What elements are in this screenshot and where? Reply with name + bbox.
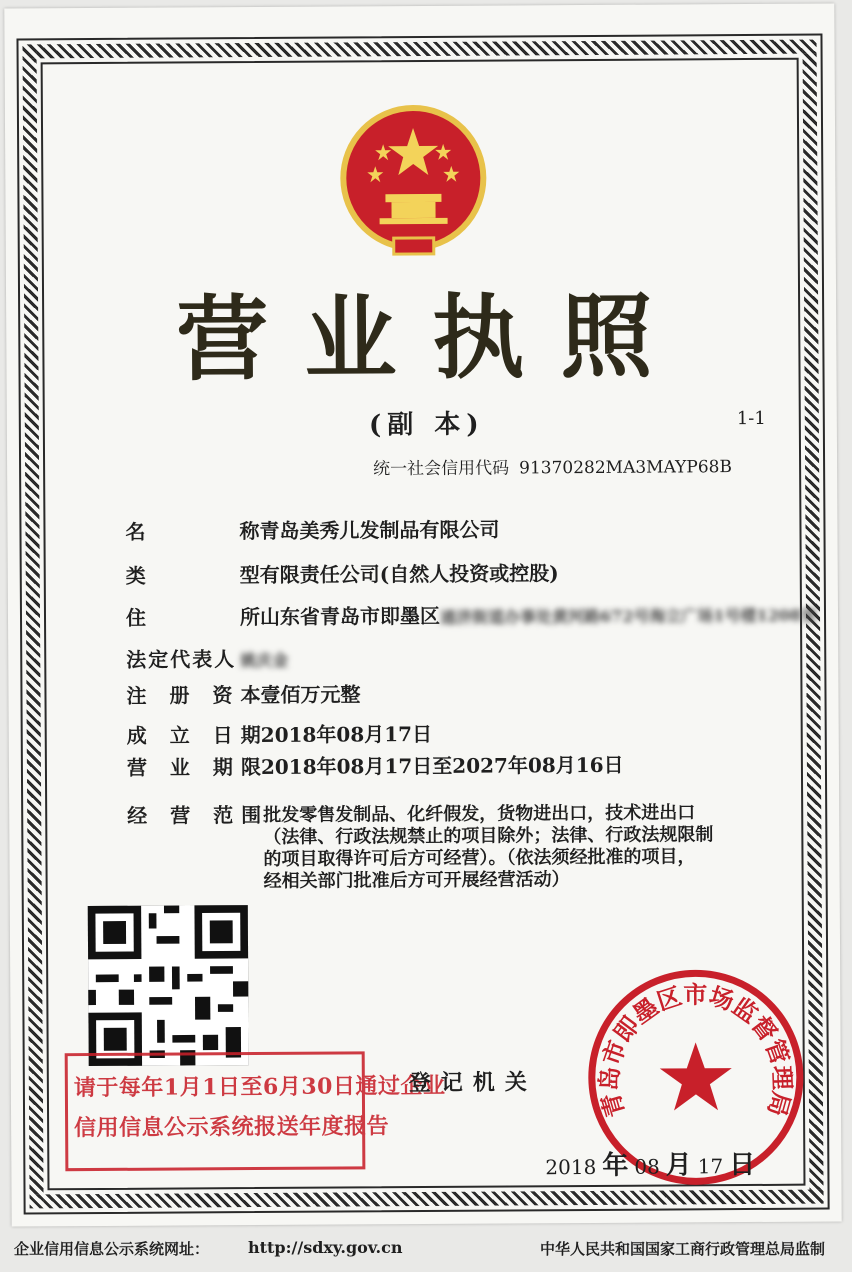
credit-code-line [373, 452, 732, 479]
license-subtitle: (副 本) [368, 409, 485, 441]
field-name-label-tail: 称 [239, 518, 260, 544]
field-address-obscured: 通济街道办事处黄河路672号海立广场1号楼1208室 [439, 605, 818, 627]
field-founded [127, 718, 432, 749]
field-capital [126, 678, 360, 708]
annual-report-notice [65, 1051, 446, 1171]
field-capital-value: 壹佰万元整 [260, 682, 361, 707]
field-address-label: 住 [125, 605, 155, 630]
field-scope [127, 799, 261, 829]
field-term-value: 2018年08月17日至2027年08月16日 [260, 752, 624, 779]
credit-code-value: 91370282MA3MAYP68B [519, 457, 732, 479]
field-capital-label: 注 册 资 [126, 683, 241, 708]
field-legal-rep-label: 法定代表人 [126, 647, 237, 672]
field-address-label-tail: 所 [239, 604, 261, 630]
scope-line: （法律、行政法规禁止的项目除外；法律、行政法规限制 [263, 824, 714, 848]
copy-number: 1-1 [736, 407, 766, 430]
field-name-value: 青岛美秀儿发制品有限公司 [259, 517, 500, 543]
field-legal-rep-obscured: 姚庆金 [240, 650, 289, 671]
notice-line-1: 请于每年1月1日至6月30日通过企业 [73, 1072, 446, 1102]
field-name [125, 514, 499, 545]
field-term-label-tail: 限 [240, 754, 261, 780]
field-scope-label: 经 营 范 [127, 803, 242, 828]
footer-site-url[interactable]: http://sdxy.gov.cn [248, 1238, 403, 1257]
scope-line: 批发零售发制品、化纤假发，货物进出口，技术进出口 [263, 802, 696, 826]
license-title: 营业执照 [175, 283, 689, 394]
field-address-value: 山东省青岛市即墨区 [259, 603, 441, 629]
field-founded-label: 成 立 日 [126, 723, 241, 748]
field-type [126, 557, 559, 589]
national-emblem-icon [333, 102, 494, 263]
field-founded-label-tail: 期 [240, 722, 261, 748]
license-sheet [4, 3, 841, 1226]
scope-line: 的项目取得许可后方可经营）。（依法须经批准的项目， [263, 846, 696, 870]
field-capital-label-tail: 本 [240, 682, 261, 708]
notice-line-2: 信用信息公示系统报送年度报告 [74, 1113, 390, 1142]
field-type-label: 类 [125, 563, 154, 588]
field-term-label: 营 业 期 [126, 755, 241, 780]
credit-code-label: 统一社会信用代码 [373, 458, 510, 480]
qr-code[interactable] [88, 905, 249, 1066]
day-char: 日 [729, 1149, 756, 1181]
footer-site-label: 企业信用信息公示系统网址： [14, 1240, 210, 1258]
month-char: 月 [665, 1150, 692, 1181]
field-address [126, 598, 817, 631]
issue-month: 08 [634, 1154, 660, 1179]
field-founded-value: 2018年08月17日 [260, 721, 433, 747]
field-type-value: 有限责任公司(自然人投资或控股) [259, 561, 559, 587]
field-name-label: 名 [125, 519, 154, 544]
footer-issuer: 中华人民共和国国家工商行政管理总局监制 [540, 1240, 826, 1258]
seal-text: 青岛市即墨区市场监督管理局 [595, 980, 797, 1121]
scope-line: 经相关部门批准后方可开展经营活动） [263, 869, 570, 892]
field-type-label-tail: 型 [239, 562, 260, 588]
issue-date [545, 1144, 761, 1182]
registration-authority-label: 登记机关 [408, 1069, 537, 1097]
field-scope-label-tail: 围 [241, 802, 262, 828]
issue-day: 17 [697, 1154, 724, 1179]
issue-year: 2018 [545, 1154, 597, 1180]
field-legal-rep [126, 643, 288, 673]
field-term [127, 749, 624, 781]
year-char: 年 [602, 1150, 629, 1181]
